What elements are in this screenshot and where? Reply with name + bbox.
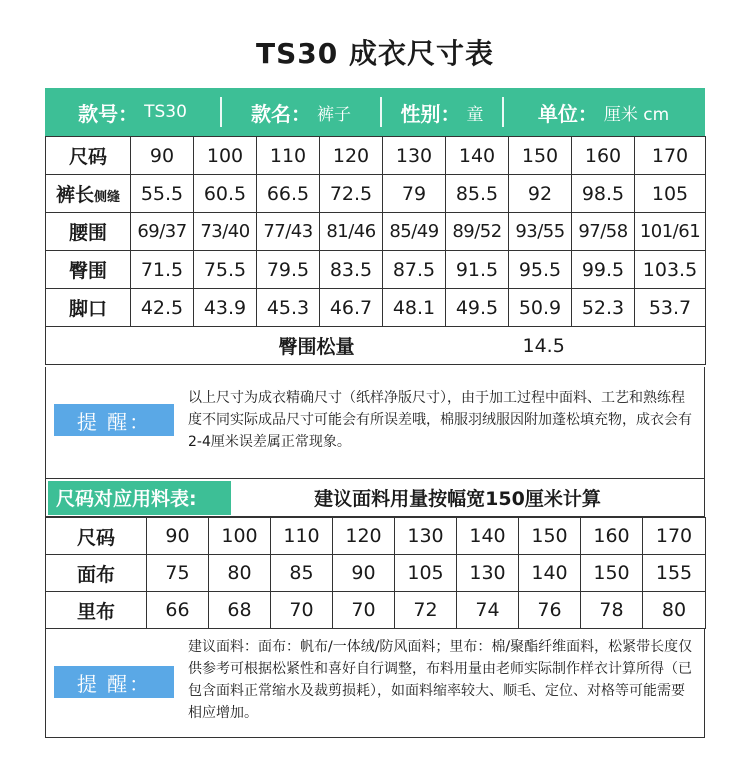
fabric-cell: 150 [581, 555, 643, 592]
fabric-cell: 100 [209, 518, 271, 555]
size-cell: 95.5 [509, 251, 572, 289]
size-cell: 101/61 [635, 213, 706, 251]
gender-value: 童 [466, 104, 484, 125]
fabric-row [46, 518, 706, 555]
size-cell: 100 [194, 137, 257, 175]
fabric-cell: 150 [519, 518, 581, 555]
fabric-cell: 74 [457, 592, 519, 629]
reminder-tag: 提 醒： [54, 666, 174, 698]
size-cell: 66.5 [257, 175, 320, 213]
row-header: 面布 [46, 555, 147, 592]
style-name [222, 88, 380, 136]
size-cell: 42.5 [131, 289, 194, 327]
note-box-2 [45, 628, 705, 738]
size-cell: 75.5 [194, 251, 257, 289]
size-cell: 53.7 [635, 289, 706, 327]
size-cell: 48.1 [383, 289, 446, 327]
fabric-cell: 130 [395, 518, 457, 555]
fabric-cell: 68 [209, 592, 271, 629]
size-cell: 77/43 [257, 213, 320, 251]
size-cell: 103.5 [635, 251, 706, 289]
size-cell: 170 [635, 137, 706, 175]
fabric-cell: 70 [333, 592, 395, 629]
size-cell: 97/58 [572, 213, 635, 251]
fabric-cell: 110 [271, 518, 333, 555]
style-number-value: TS30 [144, 102, 187, 122]
gender-label: 性别： [400, 101, 461, 126]
fabric-width-note: 建议面料用量按幅宽150厘米计算 [314, 488, 601, 510]
fabric-cell: 80 [209, 555, 271, 592]
fabric-cell: 66 [147, 592, 209, 629]
size-cell: 49.5 [446, 289, 509, 327]
fabric-cell: 140 [457, 518, 519, 555]
ease-row [46, 327, 706, 365]
fabric-cell: 140 [519, 555, 581, 592]
fabric-cell: 155 [643, 555, 706, 592]
row-header: 尺码 [46, 518, 147, 555]
size-cell: 85/49 [383, 213, 446, 251]
size-row [46, 213, 706, 251]
size-cell: 69/37 [131, 213, 194, 251]
row-header [46, 137, 131, 175]
size-cell: 79.5 [257, 251, 320, 289]
size-cell: 81/46 [320, 213, 383, 251]
size-cell: 120 [320, 137, 383, 175]
fabric-table [45, 517, 706, 629]
style-number-label: 款号： [78, 101, 139, 126]
size-cell: 91.5 [446, 251, 509, 289]
size-cell: 130 [383, 137, 446, 175]
style-number [45, 88, 220, 136]
ease-label: 臀围松量 [46, 327, 383, 365]
size-cell: 110 [257, 137, 320, 175]
row-header-label: 裤长 [55, 184, 94, 206]
size-cell: 85.5 [446, 175, 509, 213]
size-cell: 45.3 [257, 289, 320, 327]
divider [380, 97, 382, 127]
reminder-tag: 提 醒： [54, 404, 174, 436]
page-title: TS30 成衣尺寸表 [256, 37, 494, 70]
fabric-cell: 90 [333, 555, 395, 592]
size-cell: 71.5 [131, 251, 194, 289]
fabric-cell: 130 [457, 555, 519, 592]
size-cell: 90 [131, 137, 194, 175]
row-header [46, 289, 131, 327]
style-name-label: 款名： [251, 101, 311, 126]
size-cell: 92 [509, 175, 572, 213]
note-box-1 [45, 367, 705, 479]
row-header: 里布 [46, 592, 147, 629]
size-cell: 50.9 [509, 289, 572, 327]
unit [504, 88, 703, 136]
row-header-label: 尺码 [68, 146, 107, 168]
ease-value: 14.5 [383, 327, 706, 365]
fabric-cell: 120 [333, 518, 395, 555]
size-cell: 150 [509, 137, 572, 175]
size-cell: 140 [446, 137, 509, 175]
fabric-row [46, 555, 706, 592]
size-row [46, 251, 706, 289]
size-cell: 160 [572, 137, 635, 175]
size-table [45, 136, 706, 365]
size-cell: 89/52 [446, 213, 509, 251]
size-cell: 98.5 [572, 175, 635, 213]
reminder-text: 建议面料：面布：帆布/一体绒/防风面料；里布：棉/聚酯纤维面料，松紧带长度仅供参考可根据松紧性和喜好自行调整，布料用量由老师实际制作样衣计算所得（已包含面料正常缩水及裁剪损耗），如面料缩率较大、顺毛、定位、对格等可能需要相应增加。 [188, 639, 693, 721]
divider [220, 97, 222, 127]
size-cell: 99.5 [572, 251, 635, 289]
row-header-sublabel: 侧缝 [94, 190, 121, 205]
reminder-text: 以上尺寸为成衣精确尺寸（纸样净版尺寸），由于加工过程中面料、工艺和熟练程度不同实际成品尺寸可能会有所误差哦，棉服羽绒服因附加蓬松填充物，成衣会有2-4厘米误差属正常现象。 [188, 390, 692, 450]
fabric-cell: 105 [395, 555, 457, 592]
fabric-cell: 76 [519, 592, 581, 629]
size-cell: 73/40 [194, 213, 257, 251]
size-cell: 72.5 [320, 175, 383, 213]
fabric-cell: 160 [581, 518, 643, 555]
size-cell: 79 [383, 175, 446, 213]
gender [382, 88, 502, 136]
size-cell: 46.7 [320, 289, 383, 327]
row-header-label: 腰围 [68, 222, 107, 244]
row-header-label: 臀围 [68, 260, 107, 282]
size-cell: 60.5 [194, 175, 257, 213]
size-cell: 105 [635, 175, 706, 213]
row-header [46, 251, 131, 289]
size-cell: 83.5 [320, 251, 383, 289]
size-row [46, 289, 706, 327]
fabric-bar [45, 479, 705, 517]
fabric-cell: 72 [395, 592, 457, 629]
fabric-cell: 90 [147, 518, 209, 555]
unit-value: 厘米 cm [603, 104, 670, 125]
size-cell: 93/55 [509, 213, 572, 251]
divider [502, 97, 504, 127]
size-row [46, 175, 706, 213]
style-name-value: 裤子 [317, 104, 351, 125]
fabric-cell: 80 [643, 592, 706, 629]
size-cell: 87.5 [383, 251, 446, 289]
fabric-cell: 78 [581, 592, 643, 629]
fabric-table-title: 尺码对应用料表: [48, 481, 231, 515]
fabric-cell: 75 [147, 555, 209, 592]
row-header [46, 175, 131, 213]
row-header-label: 脚口 [68, 298, 107, 320]
fabric-cell: 85 [271, 555, 333, 592]
fabric-row [46, 592, 706, 629]
unit-label: 单位： [537, 101, 598, 126]
size-cell: 52.3 [572, 289, 635, 327]
size-cell: 55.5 [131, 175, 194, 213]
header-bar [45, 88, 705, 136]
size-cell: 43.9 [194, 289, 257, 327]
fabric-cell: 70 [271, 592, 333, 629]
fabric-cell: 170 [643, 518, 706, 555]
size-row [46, 137, 706, 175]
row-header [46, 213, 131, 251]
